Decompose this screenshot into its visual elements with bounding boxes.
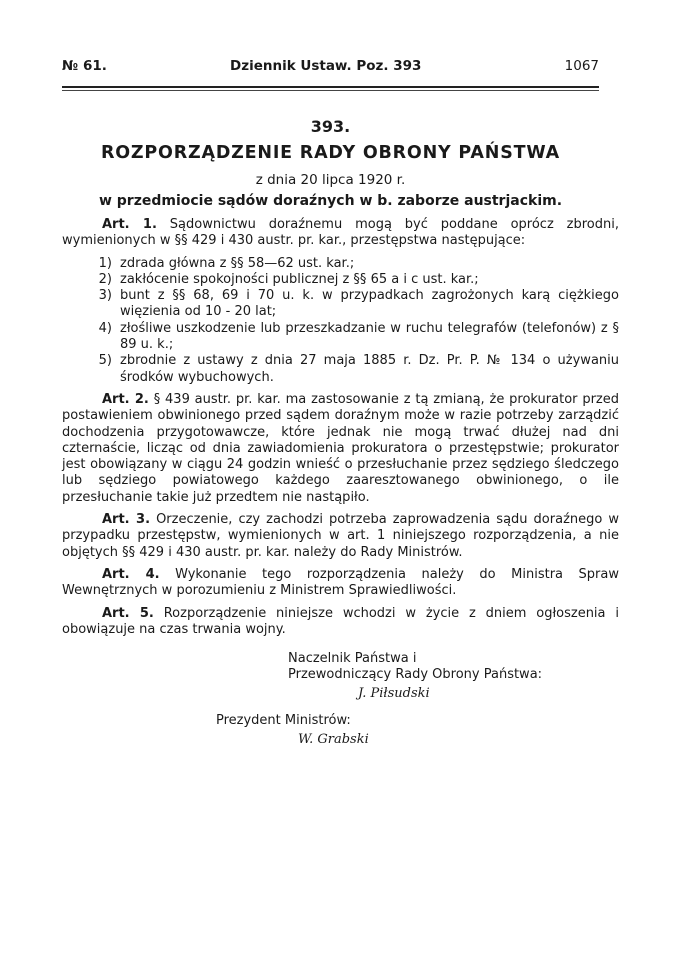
article-text: Sądownictwu doraźnemu mogą być poddane oprócz zbrodni, wymienionych w §§ 429 i 430 austr. pr. kar., przestępstwa następujące: — [62, 217, 619, 249]
article-3 — [62, 512, 619, 561]
journal-title: Dziennik Ustaw. Poz. 393 — [230, 58, 422, 74]
article-text: Rozporządzenie niniejsze wchodzi w życie z dniem ogłoszenia i obowiązuje na czas trwania wojny. — [62, 605, 619, 637]
document-date: z dnia 20 lipca 1920 r. — [255, 172, 406, 188]
document-title: ROZPORZĄDZENIE RADY OBRONY PAŃSTWA — [100, 143, 561, 163]
issue-number: № 61. — [62, 58, 107, 74]
article-label: Art. 4. — [102, 566, 160, 582]
article-1-list — [62, 256, 619, 386]
article-1 — [62, 217, 619, 250]
list-item — [62, 321, 619, 354]
list-item-text: zakłócenie spokojności publicznej z §§ 65 a i c ust. kar.; — [120, 271, 479, 287]
signatory-name-pilsudski: J. Piłsudski — [358, 686, 430, 701]
list-item-text: zbrodnie z ustawy z dnia 27 maja 1885 r. Dz. Pr. P. № 134 o używaniu środków wybuchowych. — [120, 353, 619, 385]
list-item-number: 3) — [98, 288, 112, 304]
article-5 — [62, 606, 619, 639]
article-text: Wykonanie tego rozporządzenia należy do Ministra Spraw Wewnętrznych w porozumieniu z Ministrem Sprawiedliwości. — [62, 566, 619, 599]
article-label: Art. 5. — [102, 605, 154, 621]
page-number: 1067 — [564, 58, 599, 74]
list-item-number: 1) — [98, 255, 112, 271]
list-item-text: zdrada główna z §§ 58—62 ust. kar.; — [120, 255, 355, 271]
article-label: Art. 3. — [102, 512, 151, 528]
article-4 — [62, 567, 619, 600]
list-item-text: złośliwe uszkodzenie lub przeszkadzanie w ruchu telegrafów (telefonów) z § 89 u. k.; — [120, 320, 619, 353]
list-item-text: bunt z §§ 68, 69 i 70 u. k. w przypadkach zagrożonych karą ciężkiego więzienia od 10 - 20 lat; — [120, 288, 619, 320]
header-rule-thin — [62, 90, 599, 91]
document-number: 393. — [310, 117, 351, 136]
article-2 — [62, 392, 619, 506]
list-item-number: 5) — [98, 353, 112, 369]
signatory-name-grabski: W. Grabski — [298, 732, 369, 747]
signatory-title-line-2: Przewodniczący Rady Obrony Państwa: — [288, 667, 543, 682]
signatory-title-prime-minister: Prezydent Ministrów: — [216, 713, 351, 728]
article-text: Orzeczenie, czy zachodzi potrzeba zaprowadzenia sądu doraźnego w przypadku przestępstw, wymienionych w art. 1 niniejszego rozporządzenia, a nie objętych §§ 429 i 430 austr. pr. kar. należy do Rady Ministrów. — [62, 512, 619, 560]
list-item — [62, 288, 619, 321]
list-item-number: 2) — [98, 271, 112, 287]
signatory-title-line-1: Naczelnik Państwa i — [288, 651, 417, 666]
list-item-number: 4) — [98, 320, 112, 336]
list-item — [62, 353, 619, 386]
document-subject: w przedmiocie sądów doraźnych w b. zaborze austrjackim. — [98, 193, 563, 209]
article-label: Art. 1. — [102, 217, 157, 232]
article-label: Art. 2. — [102, 391, 149, 407]
header-rule — [62, 86, 599, 88]
article-text: § 439 austr. pr. kar. ma zastosowanie z tą zmianą, że prokurator przed postawieniem obwinionego przed sądem doraźnym może w razie potrzeby zarządzić dochodzenia przygotowawcze, które jednak nie mogą trwać dłużej nad dni czternaście, licząc od dnia zawiadomienia prokuratora o przestępstwie; prokurator jest obowiązany w ciągu 24 godzin wnieść o przesłuchanie przez sędziego śledczego lub sędziego powiatowego każdego zaaresztowanego obwinionego, o ile przesłuchanie takie już przedtem nie nastąpiło. — [62, 391, 619, 505]
document-body — [62, 217, 619, 644]
list-item — [62, 256, 619, 272]
list-item — [62, 272, 619, 288]
